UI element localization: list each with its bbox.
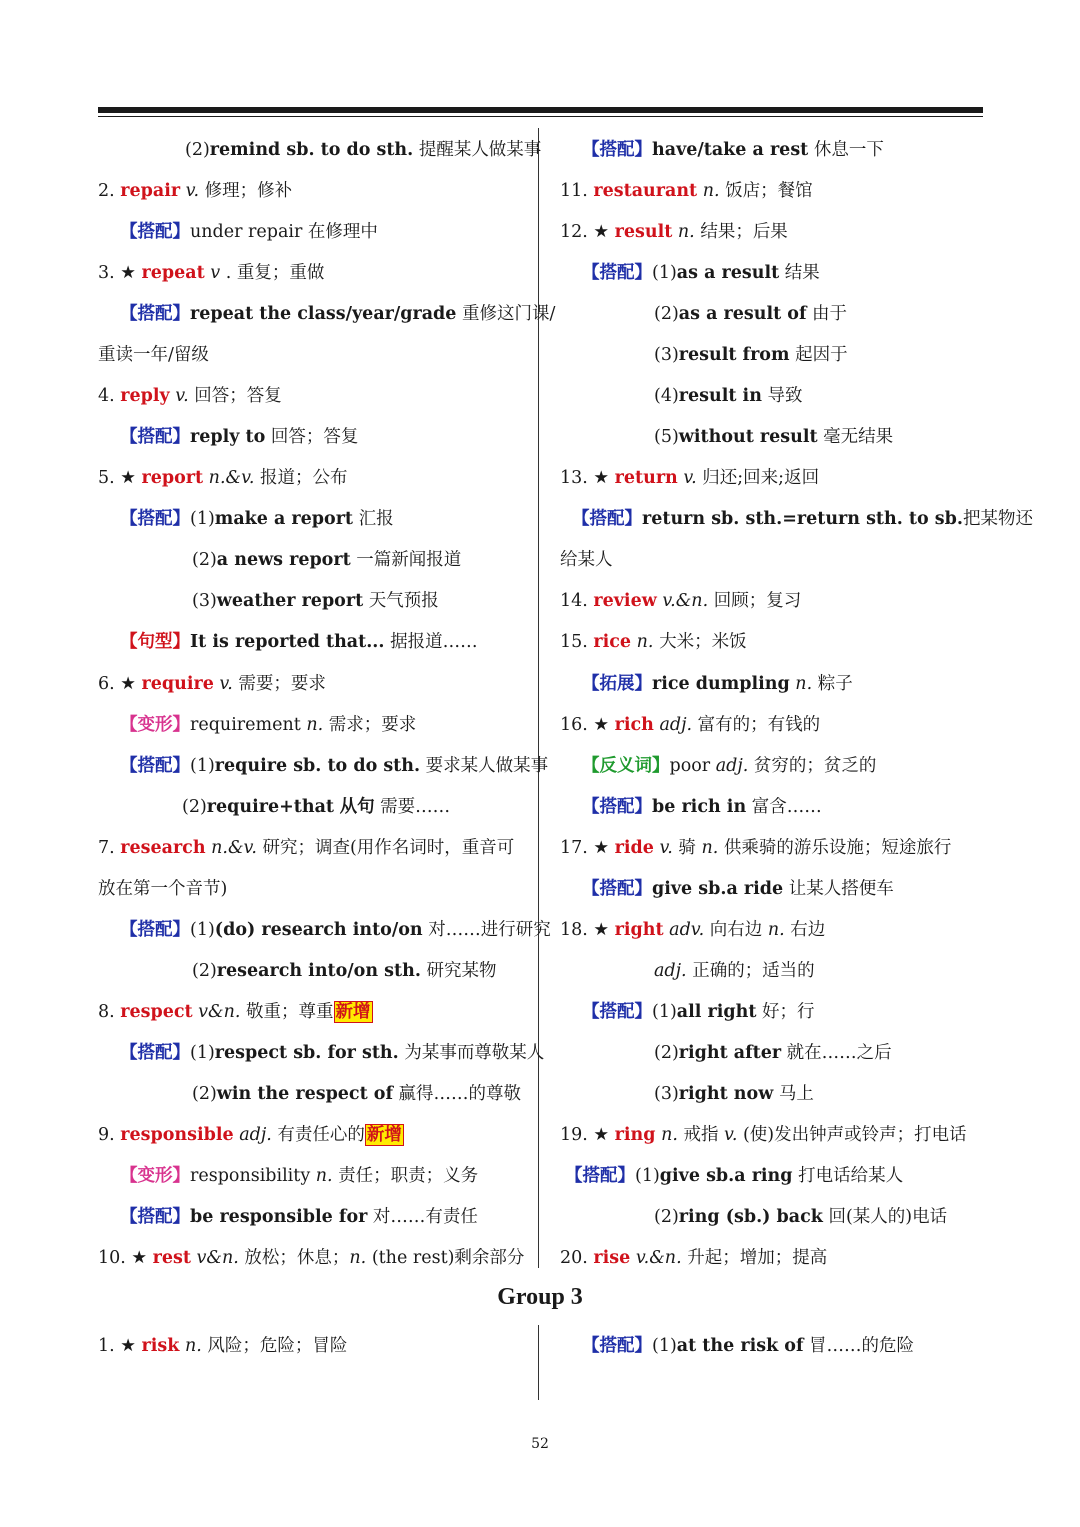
section-tag: 【搭配】	[120, 920, 190, 940]
text-segment: 有责任心的	[271, 1125, 365, 1145]
entry-line	[560, 713, 820, 737]
section-tag: 【搭配】	[120, 1043, 190, 1063]
headword: research	[120, 838, 206, 858]
text-segment: 天气预报	[363, 591, 439, 611]
text-segment: 18. ★	[560, 920, 615, 940]
text-segment: (2)	[182, 797, 207, 817]
text-segment: (2)	[654, 304, 679, 324]
entry-line	[582, 672, 853, 696]
text-segment: (2)	[192, 1084, 217, 1104]
phrase: give sb.a ring	[659, 1166, 793, 1186]
text-segment: 让某人搭便车	[783, 879, 894, 899]
phrase: give sb.a ride	[652, 879, 784, 899]
entry-line	[120, 220, 378, 244]
entry-line	[120, 630, 478, 654]
entry-line	[120, 754, 548, 778]
phrase: make a report	[214, 509, 354, 529]
text-segment: (the rest)剩余部分	[366, 1248, 525, 1268]
part-of-speech: v.	[683, 468, 697, 488]
entry-line	[560, 918, 825, 942]
text-segment: 一篇新闻报道	[350, 550, 462, 570]
phrase: ring (sb.) back	[678, 1207, 823, 1227]
entry-line	[98, 877, 227, 901]
text-segment: 正确的；适当的	[686, 961, 815, 981]
phrase: require sb. to do sth.	[214, 756, 421, 776]
text-segment: 马上	[773, 1084, 814, 1104]
part-of-speech: v.	[219, 674, 233, 694]
text-segment: 导致	[761, 386, 803, 406]
section-tag: 【搭配】	[582, 263, 652, 283]
entry-line	[120, 507, 394, 531]
text-segment: 赢得……的尊敬	[392, 1084, 522, 1104]
text-segment: 对……进行研究	[422, 920, 551, 940]
text-segment: 放在第一个音节)	[98, 879, 228, 899]
section-tag: 【搭配】	[565, 1166, 635, 1186]
text-segment: 打电话给某人	[792, 1166, 904, 1186]
part-of-speech: v.&n.	[662, 591, 709, 611]
entry-line	[560, 1246, 827, 1270]
entry-line	[560, 836, 951, 860]
entry-line	[120, 1164, 478, 1188]
text-segment: 20.	[560, 1248, 594, 1268]
text-segment: 重修这门课/	[456, 304, 556, 324]
phrase: all right	[676, 1002, 757, 1022]
text-segment: 6. ★	[98, 674, 142, 694]
headword: respect	[120, 1002, 193, 1022]
section-tag: 【搭配】	[120, 509, 190, 529]
part-of-speech: n.	[636, 632, 654, 652]
phrase: right now	[678, 1084, 774, 1104]
part-of-speech: n.	[315, 1166, 333, 1186]
section-tag: 【搭配】	[120, 1207, 190, 1227]
entry-line	[185, 138, 541, 162]
phrase: as a result	[676, 263, 780, 283]
section-tag: 【搭配】	[582, 140, 652, 160]
entry-line	[98, 1246, 524, 1270]
text-segment: 8.	[98, 1002, 121, 1022]
entry-line	[654, 1082, 814, 1106]
entry-line	[182, 795, 450, 819]
text-segment: 把某物还	[962, 509, 1033, 529]
entry-line	[582, 1000, 815, 1024]
text-segment: (1)	[190, 756, 215, 776]
text-segment: (5)	[654, 427, 679, 447]
text-segment: 归还;回来;返回	[696, 468, 820, 488]
phrase: research into/on sth.	[216, 961, 421, 981]
text-segment: (2)	[192, 550, 217, 570]
part-of-speech: n.	[795, 674, 813, 694]
text-segment: under repair 在修理中	[190, 222, 378, 242]
text-segment: 要求某人做某事	[420, 756, 549, 776]
text-segment: (2)	[654, 1207, 679, 1227]
text-segment: 回顾；复习	[708, 591, 802, 611]
text-segment: 9.	[98, 1125, 121, 1145]
phrase: reply to	[190, 427, 266, 447]
entry-line	[120, 713, 416, 737]
text-segment: 研究某物	[420, 961, 497, 981]
text-segment: 10. ★	[98, 1248, 153, 1268]
entry-line	[560, 589, 801, 613]
text-segment: (使)发出钟声或铃声；打电话	[737, 1125, 967, 1145]
column-divider-bottom	[538, 1325, 539, 1400]
new-badge: 新增	[335, 1002, 371, 1022]
text-segment: 右边	[784, 920, 826, 940]
entry-line	[654, 1205, 947, 1229]
column-divider-top	[538, 128, 539, 1268]
text-segment: 放松；休息；	[238, 1248, 350, 1268]
entry-line	[560, 220, 788, 244]
headword: repeat	[141, 263, 205, 283]
headword: report	[141, 468, 204, 488]
text-segment: 由于	[806, 304, 848, 324]
text-segment: 5. ★	[98, 468, 142, 488]
entry-line	[192, 959, 497, 983]
entry-line	[582, 138, 884, 162]
entry-line	[560, 466, 819, 490]
part-of-speech: v.	[659, 838, 673, 858]
part-of-speech: n.	[677, 222, 695, 242]
text-segment: 回答；答复	[188, 386, 282, 406]
text-segment: requirement	[190, 715, 307, 735]
group-title: Group 3	[497, 1284, 583, 1310]
part-of-speech: v.	[724, 1125, 738, 1145]
phrase: weather report	[216, 591, 364, 611]
text-segment: 7.	[98, 838, 121, 858]
text-segment: (2)	[654, 1043, 679, 1063]
entry-line	[582, 1334, 914, 1358]
phrase: repeat the class/year/grade	[190, 304, 457, 324]
phrase: have/take a rest	[652, 140, 809, 160]
headword: ring	[614, 1125, 656, 1145]
text-segment: 给某人	[560, 550, 613, 570]
phrase: a news report	[216, 550, 351, 570]
entry-line	[120, 302, 555, 326]
headword: restaurant	[593, 181, 698, 201]
section-tag: 【搭配】	[582, 797, 652, 817]
section-tag: 【句型】	[120, 632, 190, 652]
phrase: respect sb. for sth.	[214, 1043, 399, 1063]
part-of-speech: adj.	[715, 756, 749, 776]
entry-line	[560, 179, 813, 203]
text-segment: 16. ★	[560, 715, 615, 735]
text-segment: 19. ★	[560, 1125, 615, 1145]
entry-line	[565, 1164, 903, 1188]
entry-line	[120, 425, 358, 449]
text-segment: 报道；公布	[254, 468, 348, 488]
text-segment: (1)	[635, 1166, 660, 1186]
text-segment: 重读一年/留级	[98, 345, 209, 365]
part-of-speech: v	[210, 263, 221, 283]
header-rule-thick	[98, 107, 983, 113]
text-segment: 起因于	[789, 345, 848, 365]
text-segment: 为某事而尊敬某人	[398, 1043, 545, 1063]
text-segment: (1)	[190, 920, 215, 940]
text-segment: 3. ★	[98, 263, 142, 283]
text-segment: (3)	[192, 591, 217, 611]
entry-line	[120, 918, 551, 942]
text-segment: 供乘骑的游乐设施；短途旅行	[718, 838, 952, 858]
phrase: result in	[678, 386, 762, 406]
part-of-speech: n.	[767, 920, 785, 940]
entry-line	[98, 1334, 347, 1358]
phrase: be rich in	[652, 797, 747, 817]
text-segment: 好；行	[756, 1002, 815, 1022]
entry-line	[98, 466, 348, 490]
part-of-speech: n.	[306, 715, 324, 735]
section-tag: 【搭配】	[582, 879, 652, 899]
text-segment: 结果；后果	[694, 222, 788, 242]
part-of-speech: n.	[702, 181, 720, 201]
text-segment: responsibility	[190, 1166, 316, 1186]
text-segment: (1)	[652, 263, 677, 283]
headword: right	[614, 920, 664, 940]
text-segment: 就在……之后	[781, 1043, 892, 1063]
phrase: rice dumpling	[652, 674, 790, 694]
part-of-speech: v.	[185, 181, 200, 201]
headword: risk	[141, 1336, 180, 1356]
text-segment: (3)	[654, 1084, 679, 1104]
phrase: 从句	[339, 797, 375, 817]
part-of-speech: n.&v.	[208, 468, 255, 488]
text-segment: 修理；修补	[199, 181, 293, 201]
entry-line	[582, 795, 822, 819]
text-segment: 富含……	[746, 797, 822, 817]
phrase: win the respect of	[216, 1084, 393, 1104]
text-segment: (2)	[185, 140, 210, 160]
header-rule-thin	[98, 116, 983, 117]
headword: return	[614, 468, 678, 488]
part-of-speech: n.	[661, 1125, 678, 1145]
entry-line	[582, 877, 894, 901]
text-segment: 风险；危险；冒险	[201, 1336, 348, 1356]
text-segment: 休息一下	[808, 140, 884, 160]
headword: require	[141, 674, 214, 694]
headword: rise	[593, 1248, 631, 1268]
text-segment: 2.	[98, 181, 121, 201]
text-segment: 1. ★	[98, 1336, 142, 1356]
text-segment: 富有的；有钱的	[692, 715, 821, 735]
new-badge: 新增	[366, 1125, 402, 1145]
text-segment: 4.	[98, 386, 121, 406]
text-segment: 粽子	[812, 674, 853, 694]
text-segment: (1)	[652, 1002, 677, 1022]
part-of-speech: v&n.	[198, 1002, 241, 1022]
text-segment: 回(某人的)电话	[822, 1207, 948, 1227]
part-of-speech: v.&n.	[635, 1248, 682, 1268]
phrase: right after	[678, 1043, 782, 1063]
headword: result	[614, 222, 673, 242]
text-segment: 需要……	[374, 797, 451, 817]
text-segment: (4)	[654, 386, 679, 406]
text-segment: 责任；职责；义务	[332, 1166, 479, 1186]
entry-line	[192, 589, 439, 613]
text-segment: 据报道……	[384, 632, 478, 652]
text-segment: 提醒某人做某事	[413, 140, 542, 160]
entry-line	[654, 343, 848, 367]
text-segment: 骑	[672, 838, 702, 858]
text-segment: 毫无结果	[817, 427, 894, 447]
entry-line	[560, 1123, 967, 1147]
text-segment: 13. ★	[560, 468, 615, 488]
text-segment: 敬重；尊重	[240, 1002, 334, 1022]
section-tag: 【搭配】	[572, 509, 642, 529]
phrase: result from	[678, 345, 790, 365]
part-of-speech: n.&v.	[211, 838, 257, 858]
headword: rice	[593, 632, 632, 652]
text-segment: 汇报	[353, 509, 394, 529]
text-segment: 向右边	[704, 920, 768, 940]
part-of-speech: v.	[175, 386, 189, 406]
section-tag: 【搭配】	[120, 427, 190, 447]
headword: reply	[120, 386, 170, 406]
entry-line	[98, 1000, 373, 1024]
entry-line	[98, 343, 209, 367]
entry-line	[98, 179, 292, 203]
section-tag: 【搭配】	[120, 304, 190, 324]
text-segment: (1)	[190, 1043, 215, 1063]
text-segment: (2)	[192, 961, 217, 981]
section-tag: 【反义词】	[582, 756, 670, 776]
entry-line	[560, 548, 613, 572]
page-number: 52	[531, 1436, 549, 1452]
text-segment: 12. ★	[560, 222, 615, 242]
entry-line	[582, 261, 820, 285]
text-segment: 14.	[560, 591, 594, 611]
part-of-speech: adj.	[654, 961, 687, 981]
entry-line	[654, 425, 893, 449]
text-segment: 冒……的危险	[803, 1336, 915, 1356]
part-of-speech: v&n.	[196, 1248, 239, 1268]
text-segment: 研究；调查(用作名词时，重音可	[256, 838, 515, 858]
headword: responsible	[120, 1125, 234, 1145]
text-segment: 回答；答复	[265, 427, 359, 447]
entry-line	[654, 959, 815, 983]
entry-line	[98, 261, 324, 285]
part-of-speech: n.	[349, 1248, 367, 1268]
section-tag: 【变形】	[120, 715, 190, 735]
entry-line	[560, 630, 747, 654]
section-tag: 【拓展】	[582, 674, 652, 694]
text-segment: poor	[669, 756, 716, 776]
headword: repair	[120, 181, 181, 201]
text-segment: 11.	[560, 181, 594, 201]
phrase: return sb. sth.=return sth. to sb.	[642, 509, 963, 529]
headword: rest	[152, 1248, 191, 1268]
entry-line	[98, 1123, 404, 1147]
text-segment: 需要；要求	[232, 674, 326, 694]
phrase: remind sb. to do sth.	[209, 140, 414, 160]
text-segment: 对……有责任	[367, 1207, 478, 1227]
text-segment: 大米；米饭	[653, 632, 747, 652]
text-segment: 戒指	[677, 1125, 725, 1145]
part-of-speech: adv.	[669, 920, 705, 940]
entry-line	[654, 302, 847, 326]
text-segment: 贫穷的；贫乏的	[748, 756, 877, 776]
part-of-speech: n.	[184, 1336, 202, 1356]
text-segment: 15.	[560, 632, 594, 652]
entry-line	[98, 384, 282, 408]
headword: review	[593, 591, 657, 611]
entry-line	[98, 836, 514, 860]
phrase: as a result of	[678, 304, 807, 324]
phrase: at the risk of	[676, 1336, 804, 1356]
entry-line	[120, 1205, 478, 1229]
entry-line	[192, 1082, 521, 1106]
entry-line	[120, 1041, 544, 1065]
text-segment: 升起；增加；提高	[681, 1248, 828, 1268]
section-tag: 【变形】	[120, 1166, 190, 1186]
section-tag: 【搭配】	[582, 1002, 652, 1022]
entry-line	[192, 548, 461, 572]
part-of-speech: n.	[701, 838, 719, 858]
phrase: without result	[678, 427, 818, 447]
section-tag: 【搭配】	[120, 756, 190, 776]
headword: rich	[614, 715, 654, 735]
text-segment: 饭店；餐馆	[719, 181, 813, 201]
part-of-speech: adj.	[239, 1125, 272, 1145]
text-segment: 需求；要求	[323, 715, 417, 735]
phrase: (do) research into/on	[214, 920, 423, 940]
text-segment: (1)	[190, 509, 215, 529]
headword: ride	[614, 838, 654, 858]
text-segment: (1)	[652, 1336, 677, 1356]
entry-line	[654, 1041, 892, 1065]
phrase: be responsible for	[190, 1207, 368, 1227]
entry-line	[572, 507, 1033, 531]
text-segment: 结果	[779, 263, 820, 283]
section-tag: 【搭配】	[582, 1336, 652, 1356]
text-segment: 17. ★	[560, 838, 615, 858]
entry-line	[582, 754, 876, 778]
text-segment: (3)	[654, 345, 679, 365]
phrase: require+that	[206, 797, 335, 817]
entry-line	[654, 384, 803, 408]
section-tag: 【搭配】	[120, 222, 190, 242]
phrase: It is reported that...	[190, 632, 385, 652]
entry-line	[98, 672, 326, 696]
part-of-speech: adj.	[659, 715, 693, 735]
text-segment: . 重复；重做	[220, 263, 325, 283]
